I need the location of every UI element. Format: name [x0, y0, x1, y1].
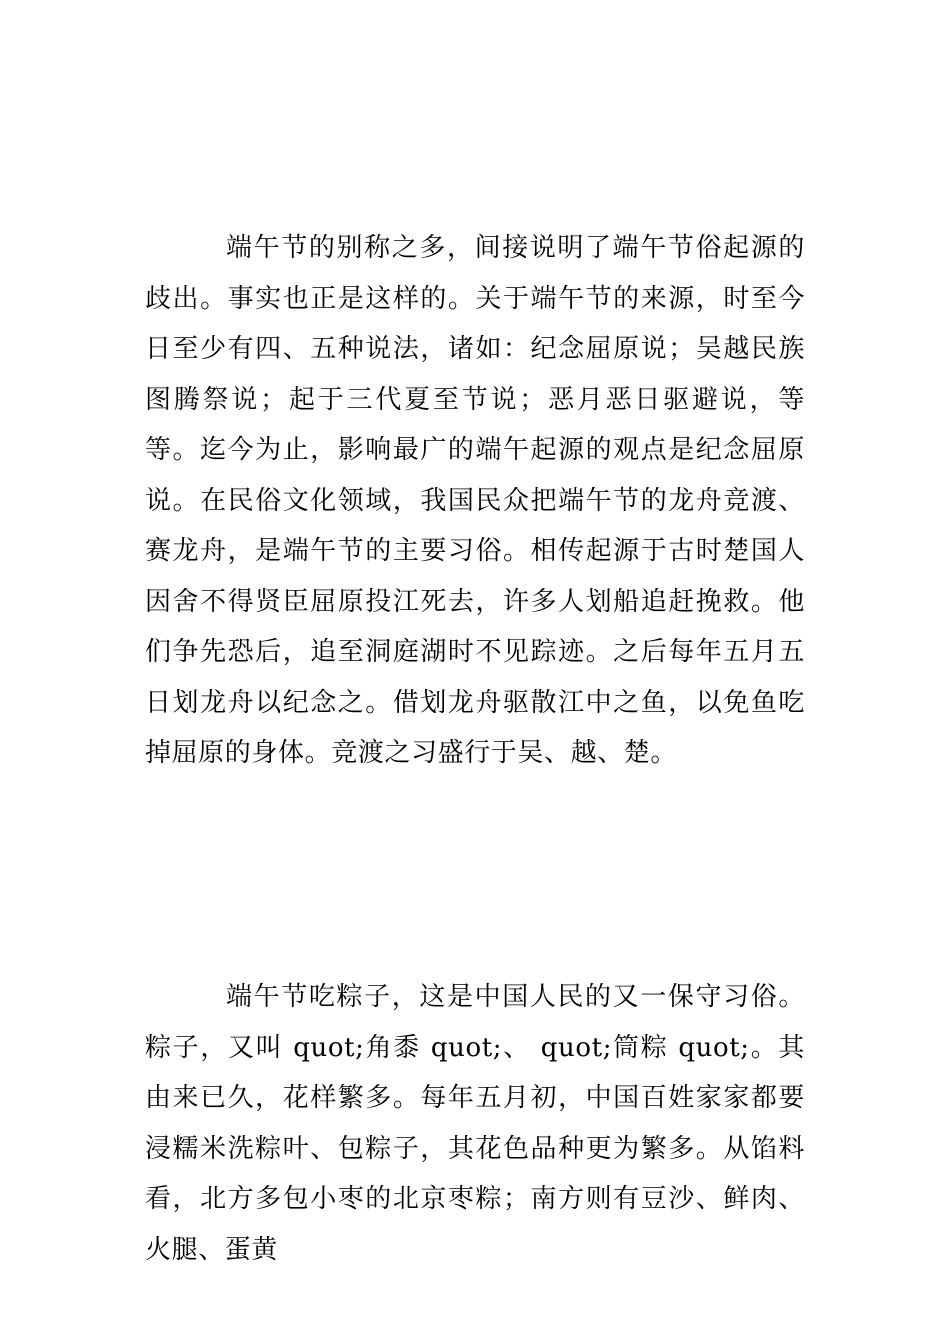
paragraph-dragon-boat-origin: 端午节的别称之多，间接说明了端午节俗起源的歧出。事实也正是这样的。关于端午节的来源，时至今日至少有四、五种说法，诸如：纪念屈原说；吴越民族图腾祭说；起于三代夏至节说；恶月恶日驱避说，等等。迄今为止，影响最广的端午起源的观点是纪念屈原说。在民俗文化领域，我国民众把端午节的龙舟竞渡、赛龙舟，是端午节的主要习俗。相传起源于古时楚国人因舍不得贤臣屈原投江死去，许多人划船追赶挽救。他们争先恐后，追至洞庭湖时不见踪迹。之后每年五月五日划龙舟以纪念之。借划龙舟驱散江中之鱼，以免鱼吃掉屈原的身体。竞渡之习盛行于吴、越、楚。 [145, 233, 805, 768]
paragraph-zongzi-custom: 端午节吃粽子，这是中国人民的又一保守习俗。粽子，又叫 quot;角黍 quot;、 quot;筒粽 quot;。其由来已久，花样繁多。每年五月初，中国百姓家家都要浸糯米洗粽叶、包粽子，其花色品种更为繁多。从馅料看，北方多包小枣的北京枣粽；南方则有豆沙、鲜肉、火腿、蛋黄 [145, 982, 805, 1265]
